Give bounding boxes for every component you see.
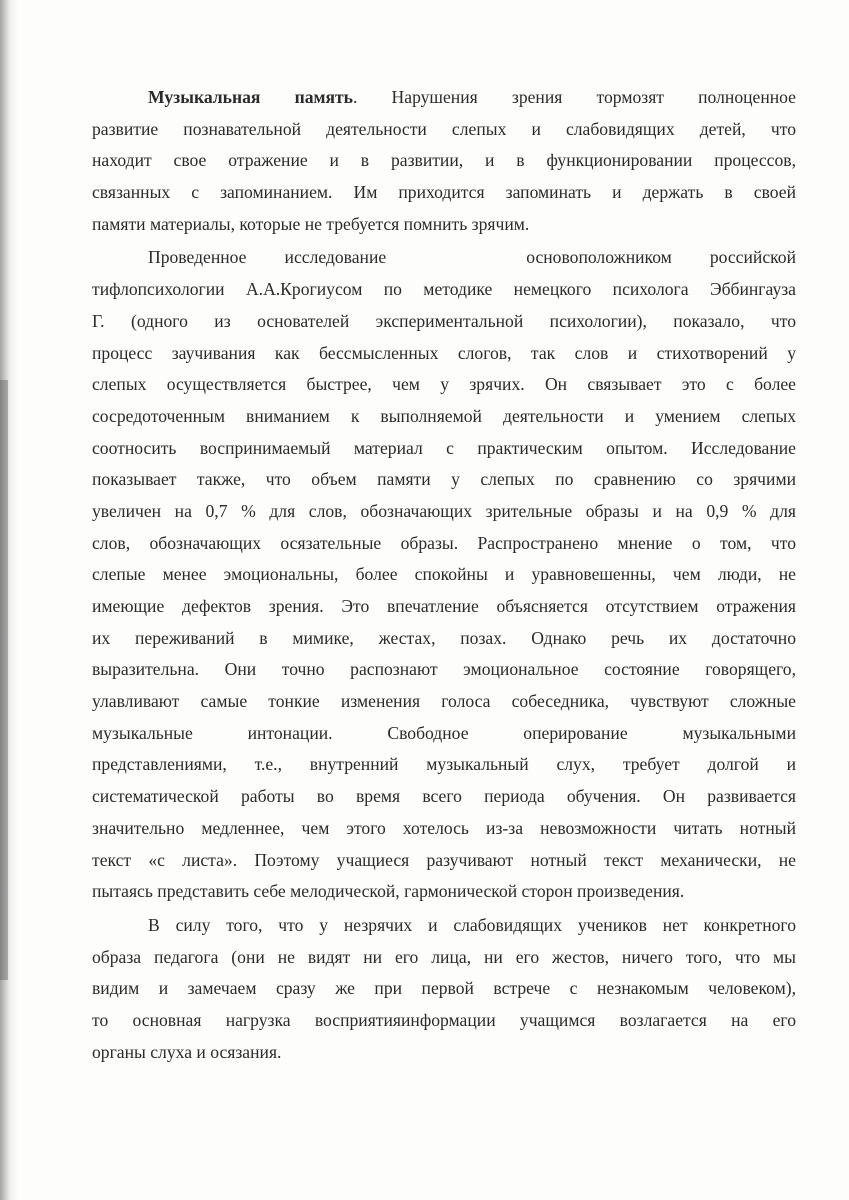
text-line: памяти материалы, которые не требуется помнить зрячим. <box>92 213 530 234</box>
text-line: развитие познавательной деятельности слепых и слабовидящих детей, что <box>92 118 796 139</box>
text-line: тифлопсихологии А.А.Крогиусом по методике немецкого психолога Эббингауза <box>92 279 796 300</box>
text-line: представлениями, т.е., внутренний музыкальный слух, требует долгой и <box>92 754 796 775</box>
text-line: имеющие дефектов зрения. Это впечатление объясняется отсутствием отражения <box>92 596 796 616</box>
text-line: соотносить воспринимаемый материал с практическим опытом. Исследование <box>92 437 796 458</box>
text-line: образа педагога (они не видят ни его лица, ни его жестов, ничего того, что мы <box>92 946 796 967</box>
text-line: связанных с запоминанием. Им приходится запоминать и держать в своей <box>92 182 796 203</box>
paragraph-musical-memory <box>92 82 796 240</box>
text-line: то основная нагрузка восприятияинформации учащимся возлагается на его <box>92 1009 796 1030</box>
text-line: слепые менее эмоциональны, более спокойны и уравновешенны, чем люди, не <box>92 564 796 585</box>
text-line: выразительна. Они точно распознают эмоциональное состояние говорящего, <box>92 659 796 680</box>
text-line: показывает также, что объем памяти у слепых по сравнению со зрячими <box>92 469 796 490</box>
text-line: пытаясь представить себе мелодической, гармонической сторон произведения. <box>92 881 685 902</box>
text-line: их переживаний в мимике, жестах, позах. Однако речь их достаточно <box>92 627 796 648</box>
text-line: слов, обозначающих осязательные образы. Распространено мнение о том, что <box>92 532 796 553</box>
text-line: видим и замечаем сразу же при первой встрече с незнакомым человеком), <box>92 978 796 999</box>
text-line: В силу того, что у незрячих и слабовидящих учеников нет конкретного <box>148 914 796 935</box>
text-line: находит свое отражение и в развитии, и в функционировании процессов, <box>92 150 796 171</box>
text-line: улавливают самые тонкие изменения голоса собеседника, чувствуют сложные <box>92 691 796 712</box>
text-line: Проведенное исследование основоположником российской <box>148 247 796 268</box>
text-line: Г. (одного из основателей экспериментальной психологии), показало, что <box>92 310 796 331</box>
bold-heading: Музыкальная память <box>148 87 353 107</box>
text-line: слепых осуществляется быстрее, чем у зрячих. Он связывает это с более <box>92 374 796 395</box>
text-line: значительно медленнее, чем этого хотелось из-за невозможности читать нотный <box>92 817 796 838</box>
text-line: Музыкальная память. Нарушения зрения тормозят полноценное <box>148 87 796 107</box>
scan-shadow-strip <box>0 380 8 980</box>
text-line: органы слуха и осязания. <box>92 1041 282 1062</box>
text-line: увеличен на 0,7 % для слов, обозначающих зрительные образы и на 0,9 % для <box>92 500 796 521</box>
text-line: музыкальные интонации. Свободное оперирование музыкальными <box>92 722 796 743</box>
text-line: текст «с листа». Поэтому учащиеся разучивают нотный текст механически, не <box>92 849 796 870</box>
text-line: сосредоточенным вниманием к выполняемой деятельности и умением слепых <box>92 405 796 426</box>
paragraph-teacher-image <box>92 910 796 1068</box>
text-line: процесс заучивания как бессмысленных слогов, так слов и стихотворений у <box>92 342 796 363</box>
document-page <box>92 82 796 1068</box>
text-line: систематической работы во время всего периода обучения. Он развивается <box>92 786 796 807</box>
paragraph-research <box>92 242 796 907</box>
